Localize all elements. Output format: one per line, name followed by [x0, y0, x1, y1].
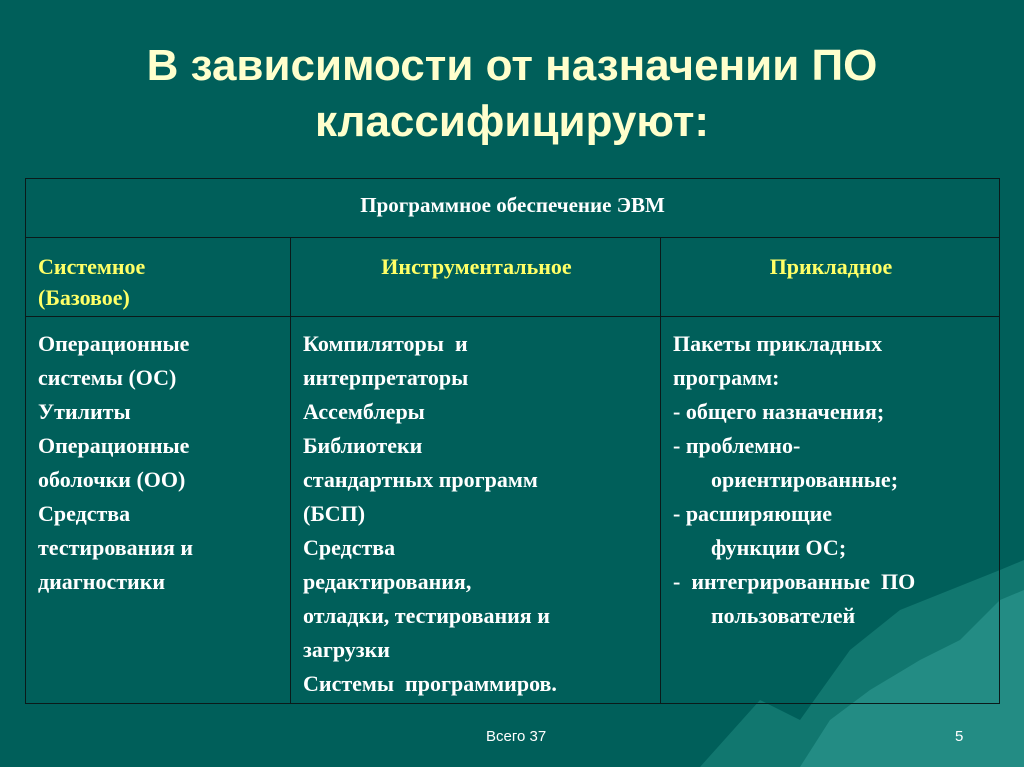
system-items-text: Операционные системы (ОС) Утилиты Операционные оболочки (ОО) Средства тестирования и диагностики	[38, 331, 194, 594]
table-header-text: Программное обеспечение ЭВМ	[360, 193, 665, 217]
applied-items-cell	[661, 317, 1000, 704]
table-header-cell	[26, 179, 1000, 238]
slide-title	[0, 38, 1024, 150]
page-number: 5	[955, 728, 964, 745]
system-items-cell	[26, 317, 291, 704]
applied-item-3b: функции ОС;	[711, 535, 847, 560]
applied-items-list	[661, 317, 999, 633]
tools-items-text: Компиляторы и интерпретаторы Ассемблеры Библиотеки стандартных программ (БСП) Средства редактирования, отладки, тестирования и загрузки Системы программиров.	[303, 331, 557, 696]
applied-intro: Пакеты прикладных программ:	[673, 331, 883, 390]
software-classification-table	[25, 178, 1000, 704]
category-applied: Прикладное	[769, 254, 893, 279]
slide-title-line1: В зависимости от назначении ПО	[146, 41, 878, 90]
tools-items-cell	[291, 317, 661, 704]
category-tools: Инструментальное	[381, 254, 572, 279]
applied-item-4b: пользователей	[711, 603, 856, 628]
category-system: Системное (Базовое)	[38, 254, 146, 310]
category-applied-cell	[661, 238, 1000, 317]
category-row	[26, 238, 1000, 317]
applied-item-1: - общего назначения;	[673, 399, 885, 424]
applied-item-2a: - проблемно-	[673, 433, 801, 458]
category-system-cell	[26, 238, 291, 317]
category-tools-cell	[291, 238, 661, 317]
slide-title-line2: классифицируют:	[314, 97, 710, 146]
footer-total: Всего 37	[486, 728, 547, 745]
applied-item-4a: - интегрированные ПО	[673, 569, 916, 594]
applied-item-2b: ориентированные;	[711, 467, 899, 492]
content-row	[26, 317, 1000, 704]
applied-item-3a: - расширяющие	[673, 501, 833, 526]
table-header-row	[26, 179, 1000, 238]
